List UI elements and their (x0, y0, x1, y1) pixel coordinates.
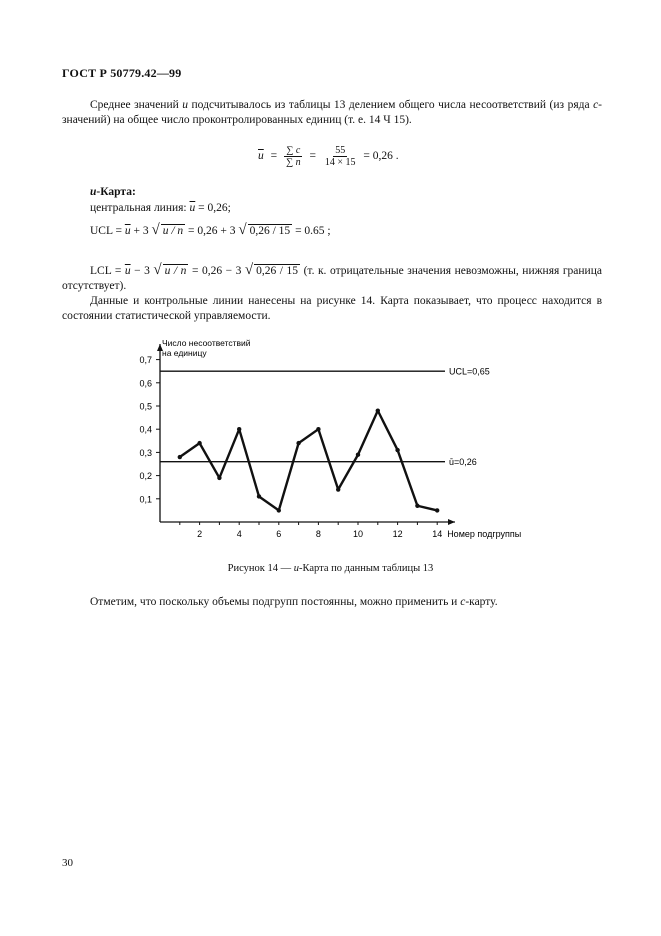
x-tick-label: 8 (315, 529, 321, 539)
data-point (237, 427, 241, 431)
ucl-formula: UCL = $\overline{u} + 3$ √ u / n = 0,26 + 3 √ 0,26 / 15 = 0.65 ; (90, 222, 331, 238)
figure-caption: Рисунок 14 — u-Карта по данным таблицы 13 (227, 563, 434, 574)
data-point (395, 448, 399, 452)
data-point (277, 508, 281, 512)
x-tick-label: 10 (352, 529, 364, 539)
data-point (296, 441, 300, 445)
u-chart (120, 332, 540, 552)
data-point (415, 504, 419, 508)
lcl-formula: LCL = $\overline{u} - 3$ √ u / n = 0,26 − 3 √ 0,26 / 15 (т. к. отрицательные значения невозможны, нижняя граница отсутствует). (62, 262, 602, 292)
y-tick-label: 0,2 (139, 471, 152, 482)
x-axis-arrow (448, 519, 455, 525)
formula-mean: $\overline{u}$ = $\frac{\sum c}{\sum n}$ = $\frac{55}{14 \times 15}$ = 0,26 . (258, 145, 399, 168)
x-tick-label: 6 (276, 529, 282, 539)
data-point (435, 508, 439, 512)
page-number: 30 (62, 857, 73, 869)
y-tick-label: 0,4 (139, 424, 152, 435)
data-point (257, 494, 261, 498)
chart-labels (162, 338, 521, 539)
paragraph-mean: Среднее значений u подсчитывалось из таблицы 13 делением общего числа несоответствий (из ряда c-значений) на общее число проконтролированных единиц (т. е. 14 Ч 15). (62, 99, 603, 126)
y-axis-title-line2: на единицу (162, 348, 207, 358)
x-tick-label: 4 (236, 529, 242, 539)
paragraph-chart-description: Данные и контрольные линии нанесены на рисунке 14. Карта показывает, что процесс находится в состоянии статистической управляемости. (62, 295, 602, 322)
data-point (316, 427, 320, 431)
data-point (356, 453, 360, 457)
data-point (217, 476, 221, 480)
data-line (180, 411, 437, 511)
document-header: ГОСТ Р 50779.42—99 (62, 66, 182, 80)
y-tick-label: 0,1 (139, 494, 152, 505)
x-axis-title: Номер подгруппы (447, 529, 522, 539)
x-tick-label: 14 (432, 529, 443, 539)
y-tick-label: 0,3 (139, 447, 152, 458)
chart-series (178, 408, 440, 512)
center-label: ū=0,26 (449, 457, 477, 468)
data-point (178, 455, 182, 459)
y-tick-label: 0,7 (139, 355, 152, 366)
paragraph-c-chart-note: Отметим, что поскольку объемы подгрупп постоянны, можно применить и c-карту. (90, 596, 498, 608)
y-axis-title-line1: Число несоответствий (162, 338, 251, 348)
data-point (376, 408, 380, 412)
ucl-label: UCL=0,65 (449, 366, 490, 377)
data-point (197, 441, 201, 445)
y-tick-label: 0,5 (139, 401, 152, 412)
x-tick-label: 2 (197, 529, 203, 539)
u-chart-heading: u-Карта: (90, 186, 136, 198)
y-tick-label: 0,6 (139, 378, 152, 389)
data-point (336, 487, 340, 491)
center-line-formula: центральная линия: $\overline{u} = 0,26$; (90, 202, 231, 214)
x-tick-label: 12 (392, 529, 403, 539)
